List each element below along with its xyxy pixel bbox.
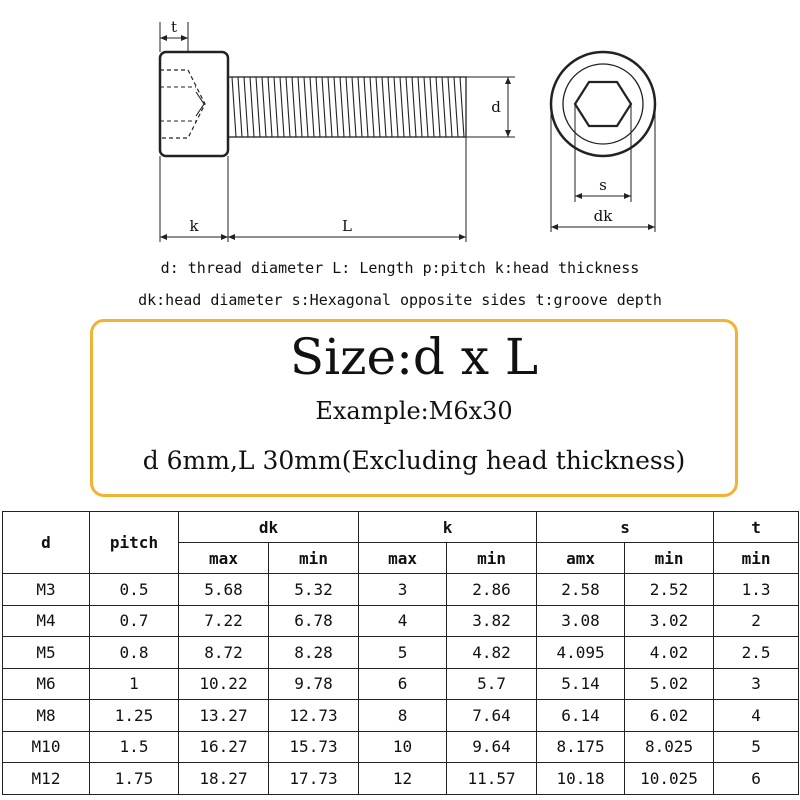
cell-dk-max: 7.22	[179, 605, 269, 637]
thread-line	[346, 77, 350, 137]
cell-s-min: 5.02	[625, 668, 714, 700]
hex-socket-end	[575, 82, 631, 126]
thread-line	[364, 77, 368, 137]
dim-label-d: d	[491, 98, 501, 116]
thread-line	[268, 77, 272, 137]
thread-line	[436, 77, 440, 137]
thread-line	[424, 77, 428, 137]
cell-k-max: 4	[359, 605, 447, 637]
thread-line	[304, 77, 308, 137]
cell-t-min: 5	[714, 731, 799, 763]
subheader-s-min: min	[625, 543, 714, 574]
cell-k-min: 11.57	[447, 763, 537, 795]
table-row	[3, 731, 799, 763]
cell-k-max: 5	[359, 637, 447, 669]
cell-s-max: 6.14	[537, 700, 625, 732]
cell-t-min: 3	[714, 668, 799, 700]
table-row	[3, 574, 799, 606]
cell-t-min: 6	[714, 763, 799, 795]
dim-label-dk: dk	[593, 207, 613, 225]
cell-dk-min: 17.73	[269, 763, 359, 795]
table-row	[3, 605, 799, 637]
cell-k-min: 4.82	[447, 637, 537, 669]
cell-pitch: 0.8	[90, 637, 179, 669]
legend-line-1: d: thread diameter L: Length p:pitch k:head thickness	[160, 259, 640, 277]
cell-d: M5	[3, 637, 90, 669]
cell-t-min: 2.5	[714, 637, 799, 669]
cell-k-min: 2.86	[447, 574, 537, 606]
thread-line	[238, 77, 242, 137]
cell-d: M6	[3, 668, 90, 700]
cell-s-min: 2.52	[625, 574, 714, 606]
thread-line	[256, 77, 260, 137]
subheader-dk-min: min	[269, 543, 359, 574]
spec-table-body	[3, 574, 799, 795]
header-pitch: pitch	[90, 512, 179, 574]
thread-line	[244, 77, 248, 137]
header-t: t	[714, 512, 799, 543]
cell-k-max: 10	[359, 731, 447, 763]
cell-d: M3	[3, 574, 90, 606]
cell-dk-max: 8.72	[179, 637, 269, 669]
cell-dk-min: 8.28	[269, 637, 359, 669]
screw-head-side	[160, 52, 228, 156]
cell-k-min: 7.64	[447, 700, 537, 732]
dim-label-s: s	[599, 176, 607, 194]
header-row	[3, 512, 799, 543]
cell-pitch: 0.5	[90, 574, 179, 606]
thread-line	[280, 77, 284, 137]
size-description: d 6mm,L 30mm(Excluding head thickness)	[142, 446, 686, 475]
thread-line	[292, 77, 296, 137]
thread-line	[376, 77, 380, 137]
size-title: Size:d x L	[289, 328, 539, 386]
cell-d: M8	[3, 700, 90, 732]
thread-line	[370, 77, 374, 137]
cell-d: M12	[3, 763, 90, 795]
cell-s-min: 6.02	[625, 700, 714, 732]
size-example: Example:M6x30	[315, 397, 513, 425]
subheader-k-min: min	[447, 543, 537, 574]
cell-s-max: 4.095	[537, 637, 625, 669]
thread-line	[328, 77, 332, 137]
cell-dk-min: 5.32	[269, 574, 359, 606]
header-k: k	[359, 512, 537, 543]
thread-line	[454, 77, 458, 137]
legend-line-2: dk:head diameter s:Hexagonal opposite sides t:groove depth	[138, 291, 662, 309]
thread-line	[418, 77, 422, 137]
subheader-s-max: amx	[537, 543, 625, 574]
thread-line	[382, 77, 386, 137]
header-s: s	[537, 512, 714, 543]
cell-dk-min: 12.73	[269, 700, 359, 732]
cell-k-min: 3.82	[447, 605, 537, 637]
table-row	[3, 700, 799, 732]
cell-pitch: 1	[90, 668, 179, 700]
thread-line	[316, 77, 320, 137]
spec-table	[2, 511, 799, 795]
cell-dk-max: 13.27	[179, 700, 269, 732]
cell-dk-min: 15.73	[269, 731, 359, 763]
thread-line	[430, 77, 434, 137]
cell-s-min: 10.025	[625, 763, 714, 795]
cell-s-max: 8.175	[537, 731, 625, 763]
thread-line	[340, 77, 344, 137]
cell-dk-min: 9.78	[269, 668, 359, 700]
thread-line	[388, 77, 392, 137]
cell-dk-max: 18.27	[179, 763, 269, 795]
cell-k-min: 5.7	[447, 668, 537, 700]
thread-line	[322, 77, 326, 137]
hex-socket-hidden-lines	[160, 70, 205, 138]
cell-pitch: 1.75	[90, 763, 179, 795]
thread-line	[448, 77, 452, 137]
dim-label-t: t	[170, 18, 178, 36]
thread-line	[298, 77, 302, 137]
thread-line	[400, 77, 404, 137]
thread-line	[394, 77, 398, 137]
thread-line	[406, 77, 410, 137]
thread-line	[286, 77, 290, 137]
cell-pitch: 1.25	[90, 700, 179, 732]
thread-line	[352, 77, 356, 137]
cell-s-min: 8.025	[625, 731, 714, 763]
cell-t-min: 1.3	[714, 574, 799, 606]
cell-k-min: 9.64	[447, 731, 537, 763]
cell-dk-max: 5.68	[179, 574, 269, 606]
screw-technical-drawing	[0, 0, 800, 250]
table-row	[3, 668, 799, 700]
dim-label-L: L	[342, 217, 352, 235]
thread-line	[262, 77, 266, 137]
cell-k-max: 8	[359, 700, 447, 732]
thread-line	[274, 77, 278, 137]
subheader-k-max: max	[359, 543, 447, 574]
cell-d: M10	[3, 731, 90, 763]
thread-line	[412, 77, 416, 137]
cell-s-max: 2.58	[537, 574, 625, 606]
thread-line	[250, 77, 254, 137]
table-row	[3, 763, 799, 795]
cell-s-max: 5.14	[537, 668, 625, 700]
cell-t-min: 2	[714, 605, 799, 637]
size-info-box	[90, 319, 738, 497]
cell-s-min: 4.02	[625, 637, 714, 669]
cell-k-max: 12	[359, 763, 447, 795]
thread-line	[334, 77, 338, 137]
table-row	[3, 637, 799, 669]
cell-dk-max: 10.22	[179, 668, 269, 700]
cell-dk-min: 6.78	[269, 605, 359, 637]
cell-pitch: 1.5	[90, 731, 179, 763]
cell-k-max: 3	[359, 574, 447, 606]
thread-lines	[232, 77, 464, 137]
cell-pitch: 0.7	[90, 605, 179, 637]
header-d: d	[3, 512, 90, 574]
dim-label-k: k	[189, 217, 199, 235]
cell-s-max: 3.08	[537, 605, 625, 637]
cell-t-min: 4	[714, 700, 799, 732]
subheader-dk-max: max	[179, 543, 269, 574]
thread-line	[442, 77, 446, 137]
cell-s-max: 10.18	[537, 763, 625, 795]
thread-line	[310, 77, 314, 137]
thread-line	[358, 77, 362, 137]
cell-dk-max: 16.27	[179, 731, 269, 763]
screw-head-end-outer	[551, 52, 655, 156]
thread-line	[232, 77, 236, 137]
subheader-t-min: min	[714, 543, 799, 574]
thread-line	[460, 77, 464, 137]
cell-d: M4	[3, 605, 90, 637]
header-dk: dk	[179, 512, 359, 543]
cell-k-max: 6	[359, 668, 447, 700]
cell-s-min: 3.02	[625, 605, 714, 637]
